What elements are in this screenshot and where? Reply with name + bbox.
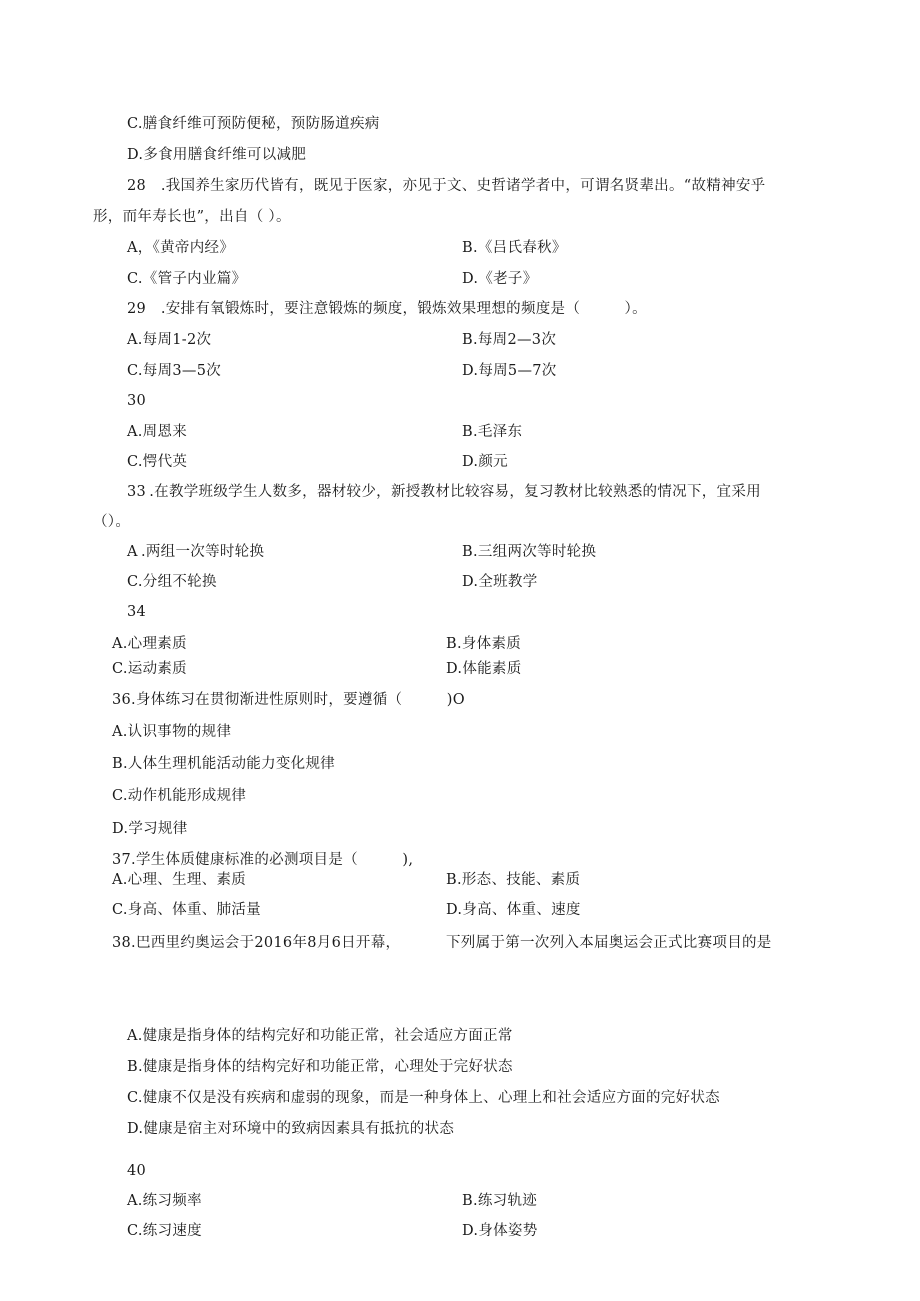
q40-option-c: C.练习速度: [127, 1223, 202, 1239]
q40-option-a: A.练习频率: [127, 1193, 202, 1209]
q36-option-c: C.动作机能形成规律: [112, 788, 247, 804]
question-34-number: 34: [127, 604, 147, 620]
q30-option-d: D.颜元: [462, 454, 508, 470]
q28-option-d: D.《老子》: [462, 271, 538, 287]
q29-option-a: A.每周1-2次: [127, 332, 212, 348]
q40-option-b: B.练习轨迹: [462, 1193, 538, 1209]
q29-option-b: B.每周2—3次: [462, 332, 557, 348]
q29-option-c: C.每周3—5次: [127, 363, 222, 379]
q34-option-c: C.运动素质: [112, 661, 187, 677]
question-38-text: 38.巴西里约奥运会于2016年8月6日开幕，: [112, 935, 401, 951]
q28-option-b: B.《吕氏春秋》: [462, 240, 567, 256]
q37-option-c: C.身高、体重、肺活量: [112, 902, 261, 918]
q37-option-d: D.身高、体重、速度: [446, 902, 581, 918]
question-28-text-cont: 形，而年寿长也”，出自（ ）。: [93, 209, 291, 225]
question-30-number: 30: [127, 393, 147, 409]
q36-option-b: B.人体生理机能活动能力变化规律: [112, 756, 336, 772]
health-option-b: B.健康是指身体的结构完好和功能正常，心理处于完好状态: [127, 1059, 513, 1075]
q37-option-b: B.形态、技能、素质: [446, 872, 581, 888]
q36-option-d: D.学习规律: [112, 821, 188, 837]
q33-option-d: D.全班教学: [462, 574, 538, 590]
q34-option-b: B.身体素质: [446, 636, 522, 652]
health-option-c: C.健康不仅是没有疾病和虚弱的现象，而是一种身体上、心理上和社会适应方面的完好状态: [127, 1090, 720, 1106]
q30-option-a: A.周恩来: [127, 424, 188, 440]
q33-option-a: A .两组一次等时轮换: [127, 544, 265, 560]
q37-option-a: A.心理、生理、素质: [112, 872, 247, 888]
question-40-number: 40: [127, 1163, 147, 1179]
question-33-text-cont: （）。: [93, 514, 131, 530]
option-d-fiber: D.多食用膳食纤维可以减肥: [127, 147, 307, 163]
q28-option-c: C.《管子内业篇》: [127, 271, 247, 287]
q28-option-a: A，《黄帝内经》: [127, 240, 235, 256]
q34-option-a: A.心理素质: [112, 636, 187, 652]
q34-option-d: D.体能素质: [446, 661, 522, 677]
health-option-d: D.健康是宿主对环境中的致病因素具有抵抗的状态: [127, 1121, 455, 1137]
q30-option-c: C.愕代英: [127, 454, 188, 470]
q33-option-c: C.分组不轮换: [127, 574, 217, 590]
q40-option-d: D.身体姿势: [462, 1223, 538, 1239]
question-28-text: 28 .我国养生家历代皆有，既见于医家，亦见于文、史哲诸学者中，可谓名贤辈出。“故精神安乎: [127, 178, 766, 194]
question-36-text: 36.身体练习在贯彻渐进性原则时，要遵循（ )O: [112, 692, 465, 708]
question-33-text: 33 .在教学班级学生人数多，器材较少，新授教材比较容易，复习教材比较熟悉的情况下，宜采用: [127, 484, 761, 500]
health-option-a: A.健康是指身体的结构完好和功能正常，社会适应方面正常: [127, 1028, 513, 1044]
question-29-text: 29 .安排有氧锻炼时，要注意锻炼的频度，锻炼效果理想的频度是（ ）。: [127, 301, 647, 317]
q30-option-b: B.毛泽东: [462, 424, 523, 440]
q29-option-d: D.每周5—7次: [462, 363, 557, 379]
option-c-fiber: C.膳食纤维可预防便秘，预防肠道疾病: [127, 116, 380, 132]
question-37-text: 37.学生体质健康标准的必测项目是（ ),: [112, 852, 414, 868]
question-38-text-cont: 下列属于第一次列入本届奥运会正式比赛项目的是: [446, 935, 772, 951]
q36-option-a: A.认识事物的规律: [112, 724, 232, 740]
q33-option-b: B.三组两次等时轮换: [462, 544, 597, 560]
